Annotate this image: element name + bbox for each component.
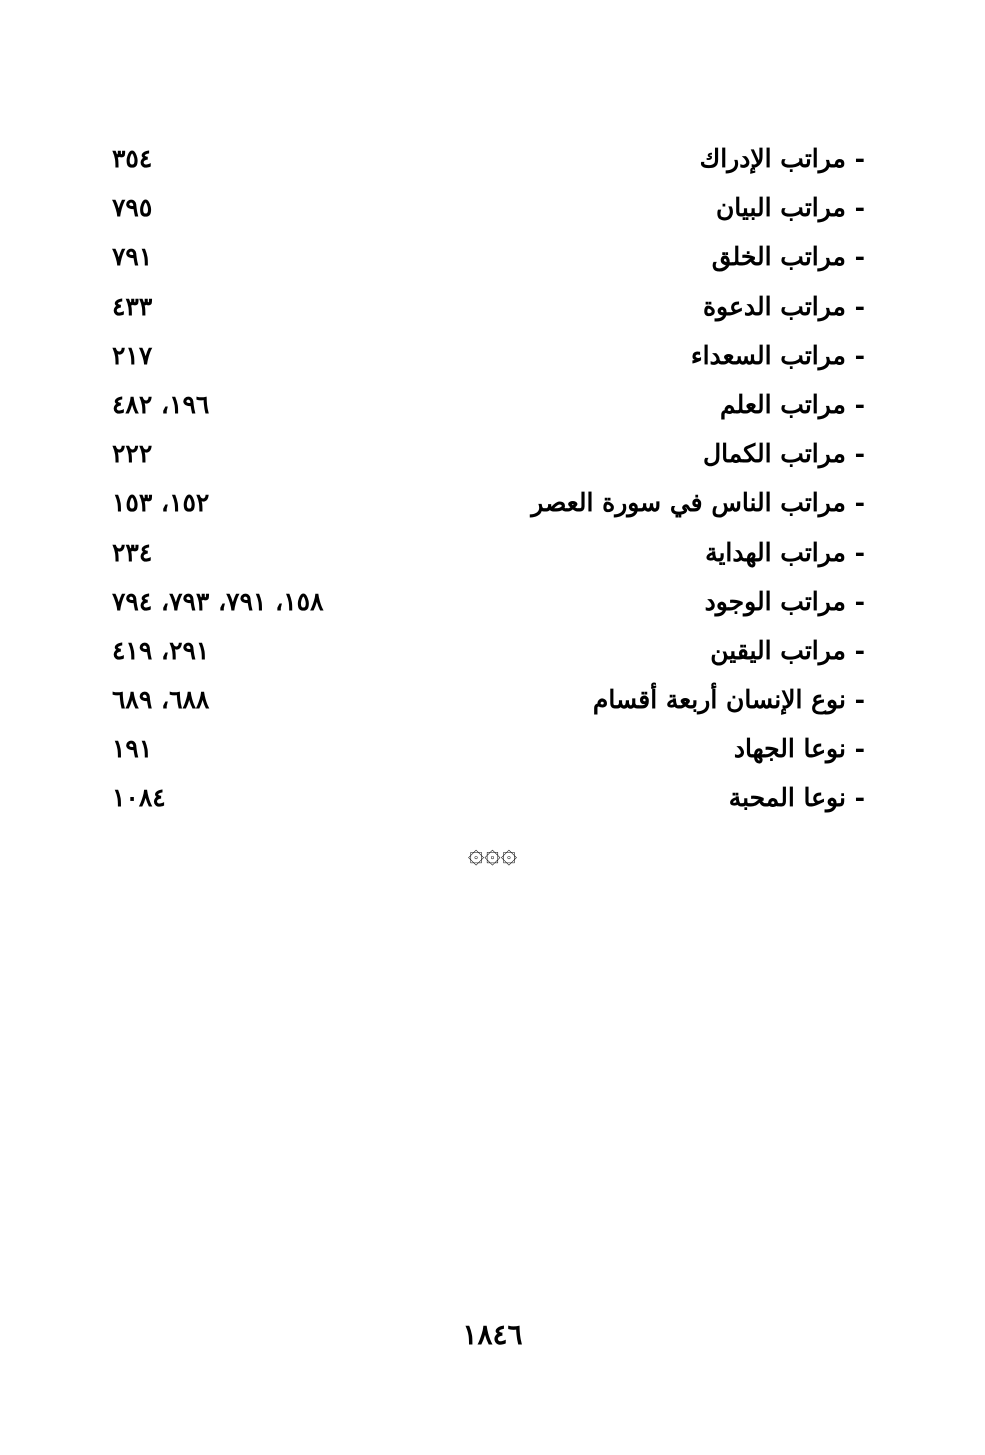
entry-pages: ١٩١: [112, 734, 153, 764]
index-entry: [0, 282, 985, 331]
index-entry: [0, 577, 985, 626]
entry-term: - مراتب البيان: [715, 193, 865, 223]
entry-term: - مراتب العلم: [720, 389, 865, 419]
entry-term: - مراتب اليقين: [710, 635, 865, 665]
index-entry: [0, 773, 985, 822]
index-entry: [0, 626, 985, 675]
index-entry: [0, 134, 985, 183]
index-entry: [0, 478, 985, 527]
entry-pages: ١٩٦، ٤٨٢: [112, 389, 210, 419]
entry-term: - مراتب الإدراك: [699, 144, 865, 173]
index-entry: [0, 232, 985, 281]
entry-pages: ٦٨٨، ٦٨٩: [112, 685, 210, 715]
entry-pages: ٢٢٢: [112, 439, 153, 469]
entry-pages: ٧٩٥: [112, 193, 153, 223]
index-entry: [0, 528, 985, 577]
index-entry: [0, 675, 985, 724]
index-entry: [0, 429, 985, 478]
index-entry: [0, 724, 985, 773]
entry-pages: ٣٥٤: [112, 144, 153, 173]
entry-term: - مراتب الهداية: [705, 537, 865, 567]
index-entry: [0, 331, 985, 380]
entry-pages: ١٠٨٤: [112, 783, 166, 813]
entry-pages: ٤٣٣: [112, 291, 153, 321]
entry-pages: ٢٣٤: [112, 537, 153, 567]
ornament-divider: ۞۞۞: [467, 836, 518, 869]
entry-pages: ٢١٧: [112, 340, 153, 370]
entry-pages: ٧٩١: [112, 242, 153, 272]
entry-term: - مراتب السعداء: [690, 340, 865, 370]
page-number: ١٨٤٦: [462, 1318, 523, 1351]
entry-term: - نوعا الجهاد: [733, 734, 865, 764]
entry-term: - نوع الإنسان أربعة أقسام: [592, 685, 865, 715]
entry-term: - مراتب الناس في سورة العصر: [531, 488, 865, 518]
index-entry: [0, 380, 985, 429]
entry-term: - مراتب الكمال: [702, 439, 865, 469]
entry-term: - مراتب الوجود: [704, 586, 865, 616]
index-entry: [0, 183, 985, 232]
entry-pages: ١٥٢، ١٥٣: [112, 488, 210, 518]
entry-term: - نوعا المحبة: [728, 783, 865, 813]
entry-term: - مراتب الدعوة: [702, 291, 865, 321]
entry-pages: ٢٩١، ٤١٩: [112, 635, 210, 665]
entry-term: - مراتب الخلق: [711, 242, 865, 272]
index-entries: [0, 134, 985, 823]
entry-pages: ١٥٨، ٧٩١، ٧٩٣، ٧٩٤: [112, 586, 324, 616]
